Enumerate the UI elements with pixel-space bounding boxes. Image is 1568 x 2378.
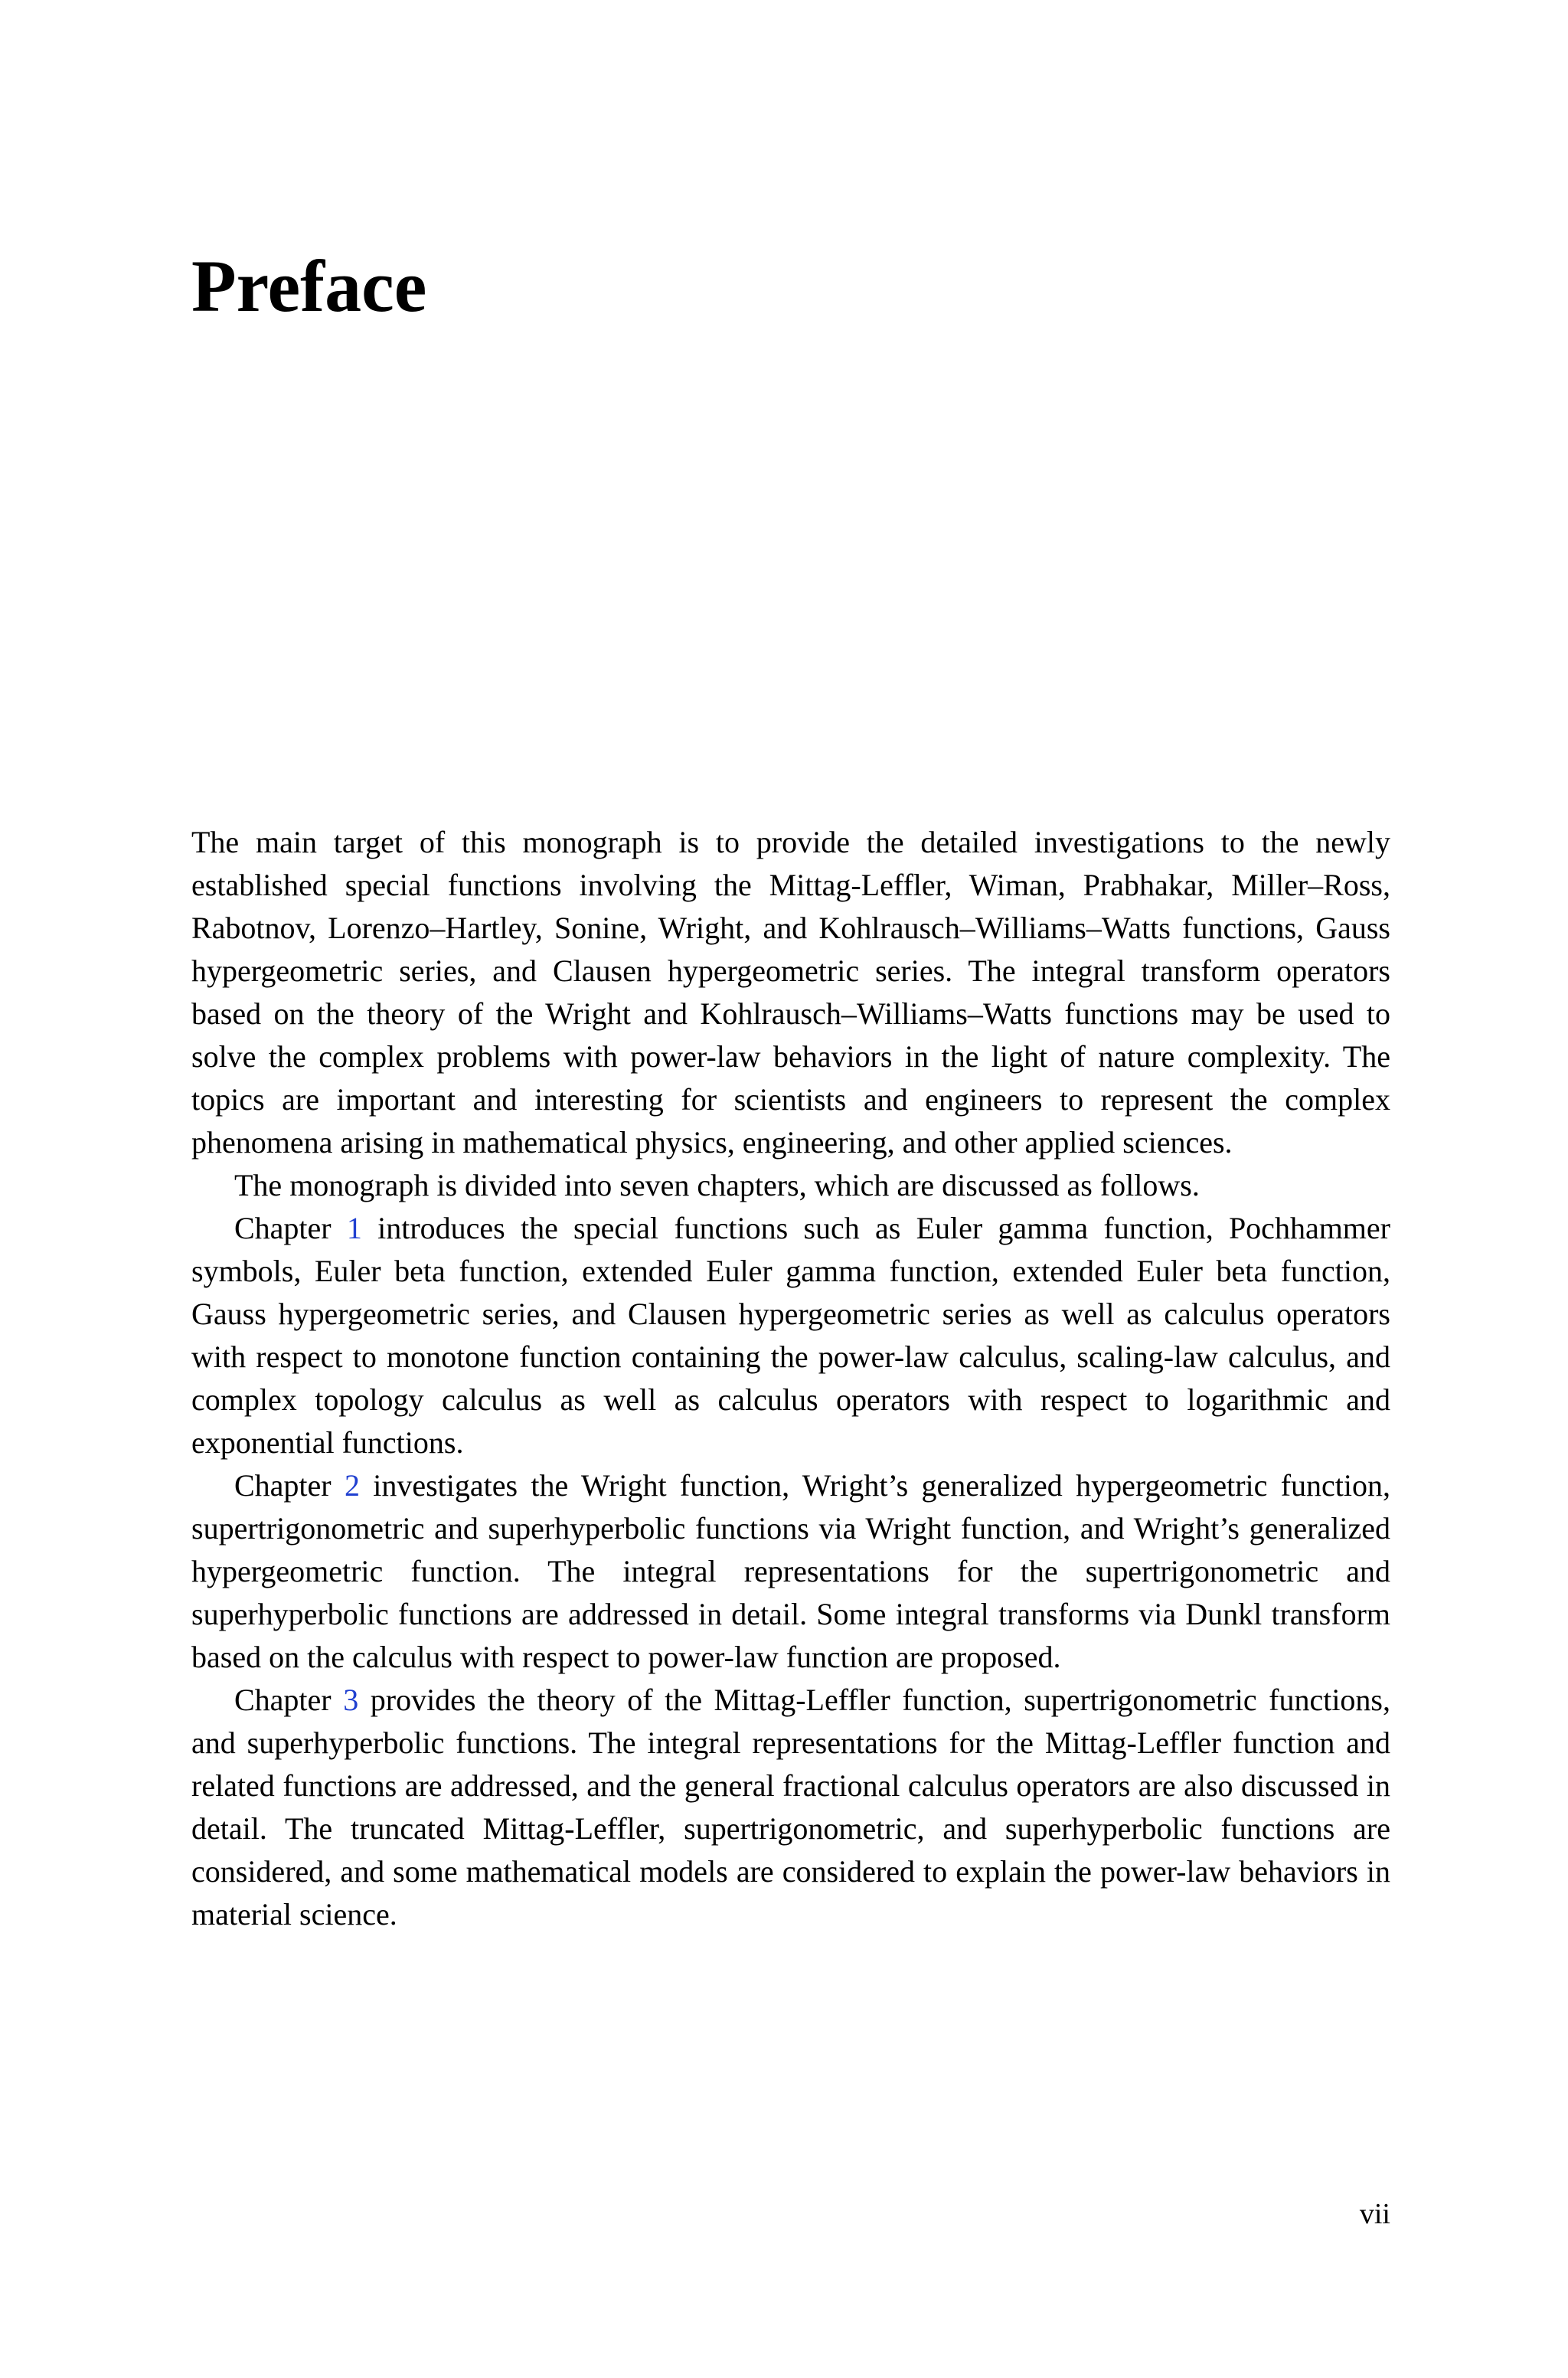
text-segment: provides the theory of the Mittag-Leffler function, supertrigonometric functions, and superhyperbolic functions. The integral representations for the Mittag-Leffler function and related functions are addressed, and the general fractional calculus operators are also discussed in detail. The truncated Mittag-Leffler, supertrigonometric, and superhyperbolic functions are considered, and some mathematical models are considered to explain the power-law behaviors in material science. bbox=[191, 1683, 1391, 1932]
text-segment: Chapter bbox=[234, 1683, 344, 1717]
chapter-ref-link[interactable]: 1 bbox=[346, 1211, 362, 1245]
paragraph bbox=[191, 1207, 1390, 1464]
paragraph bbox=[191, 1464, 1390, 1679]
page-number: vii bbox=[1359, 2198, 1390, 2230]
chapter-ref-link[interactable]: 3 bbox=[343, 1683, 359, 1717]
paragraph bbox=[191, 1679, 1390, 1936]
preface-body bbox=[191, 821, 1390, 1936]
text-segment: The monograph is divided into seven chapters, which are discussed as follows. bbox=[234, 1168, 1200, 1202]
text-segment: investigates the Wright function, Wright’s generalized hypergeometric function, supertrigonometric and superhyperbolic functions via Wright function, and Wright’s generalized hypergeometric function. The integral representations for the supertrigonometric and superhyperbolic functions are addressed in detail. Some integral transforms via Dunkl transform based on the calculus with respect to power-law function are proposed. bbox=[191, 1468, 1390, 1674]
text-segment: Chapter bbox=[234, 1468, 345, 1503]
paragraph bbox=[191, 821, 1390, 1164]
chapter-ref-link[interactable]: 2 bbox=[344, 1468, 360, 1503]
text-segment: introduces the special functions such as Euler gamma function, Pochhammer symbols, Euler beta function, extended Euler gamma function, extended Euler beta function, Gauss hypergeometric series, and Clausen hypergeometric series as well as calculus operators with respect to monotone function containing the power-law calculus, scaling-law calculus, and complex topology calculus as well as calculus operators with respect to logarithmic and exponential functions. bbox=[191, 1211, 1390, 1460]
page-title: Preface bbox=[191, 245, 427, 328]
text-segment: Chapter bbox=[234, 1211, 347, 1245]
text-segment: The main target of this monograph is to provide the detailed investigations to the newly established special functions involving the Mittag-Leffler, Wiman, Prabhakar, Miller–Ross, Rabotnov, Lorenzo–Hartley, Sonine, Wright, and Kohlrausch–Williams–Watts functions, Gauss hypergeometric series, and Clausen hypergeometric series. The integral transform operators based on the theory of the Wright and Kohlrausch–Williams–Watts functions may be used to solve the complex problems with power-law behaviors in the light of nature complexity. The topics are important and interesting for scientists and engineers to represent the complex phenomena arising in mathematical physics, engineering, and other applied sciences. bbox=[191, 825, 1390, 1160]
paragraph bbox=[191, 1164, 1390, 1207]
